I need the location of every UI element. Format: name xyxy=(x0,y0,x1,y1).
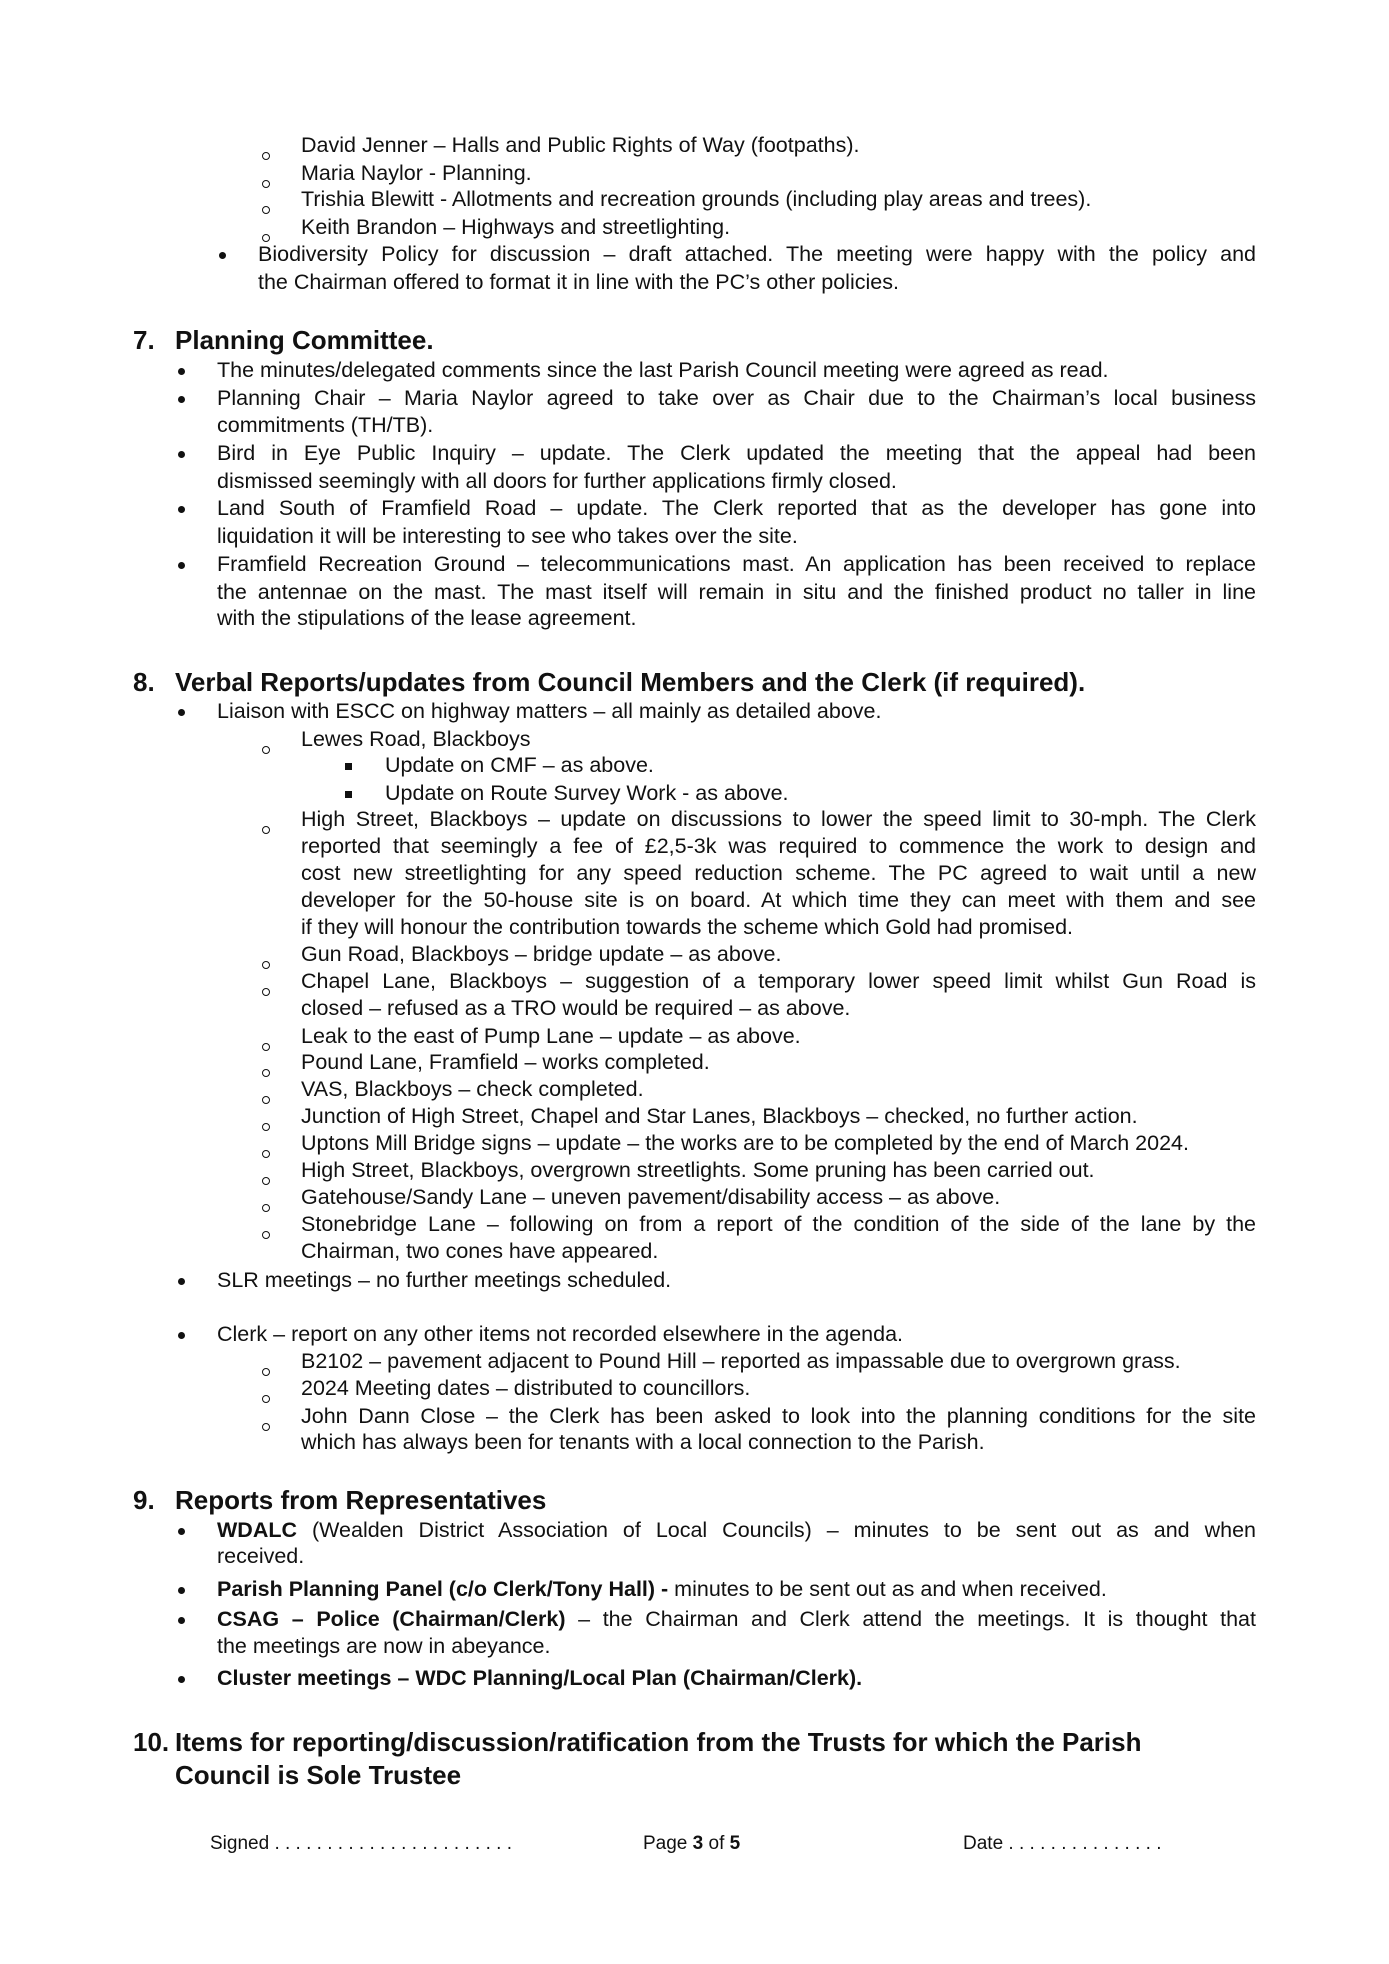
section-heading: Verbal Reports/updates from Council Members and the Clerk (if required). xyxy=(175,667,1086,697)
section-heading-continuation: Council is Sole Trustee xyxy=(175,1760,462,1790)
hollow-bullet-icon xyxy=(262,1368,270,1376)
org-name: WDALC xyxy=(217,1518,298,1542)
list-item: The minutes/delegated comments since the last Parish Council meeting were agreed as read. xyxy=(217,358,1109,382)
hollow-bullet-icon xyxy=(262,1204,270,1212)
list-item: Liaison with ESCC on highway matters – all mainly as detailed above. xyxy=(217,699,882,723)
list-item xyxy=(217,1665,862,1692)
list-item: Bird in Eye Public Inquiry – update. The Clerk updated the meeting that the appeal had been xyxy=(217,441,1256,465)
section-heading: Items for reporting/discussion/ratification from the Trusts for which the Parish xyxy=(175,1727,1142,1757)
list-item: Trishia Blewitt - Allotments and recreation grounds (including play areas and trees). xyxy=(301,187,1092,211)
list-item: Biodiversity Policy for discussion – draft attached. The meeting were happy with the policy and xyxy=(258,242,1256,266)
list-item-continuation: commitments (TH/TB). xyxy=(217,413,434,437)
list-item: 2024 Meeting dates – distributed to councillors. xyxy=(301,1376,751,1400)
hollow-bullet-icon xyxy=(262,1069,270,1077)
page-of-label: of xyxy=(703,1833,730,1854)
list-item xyxy=(217,1517,1256,1544)
list-item-continuation: liquidation it will be interesting to see who takes over the site. xyxy=(217,524,798,548)
hollow-bullet-icon xyxy=(262,988,270,996)
section-heading: Planning Committee. xyxy=(175,325,434,355)
bullet-icon xyxy=(178,396,185,403)
bullet-icon xyxy=(178,1617,185,1624)
bullet-icon xyxy=(178,506,185,513)
section-number: 9. xyxy=(133,1485,155,1515)
list-item: Gun Road, Blackboys – bridge update – as above. xyxy=(301,942,782,966)
hollow-bullet-icon xyxy=(262,961,270,969)
list-item: Land South of Framfield Road – update. The Clerk reported that as the developer has gone into xyxy=(217,496,1256,520)
list-item: Framfield Recreation Ground – telecommunications mast. An application has been received to replace xyxy=(217,552,1256,576)
list-item: Uptons Mill Bridge signs – update – the works are to be completed by the end of March 2024. xyxy=(301,1131,1189,1155)
bullet-icon xyxy=(178,1278,185,1285)
list-item xyxy=(217,1576,1107,1603)
signature-line: Signed . . . . . . . . . . . . . . . . . . . . . . . xyxy=(210,1833,512,1854)
list-item: Junction of High Street, Chapel and Star Lanes, Blackboys – checked, no further action. xyxy=(301,1104,1138,1128)
list-item-continuation: with the stipulations of the lease agreement. xyxy=(217,606,637,630)
square-bullet-icon xyxy=(345,791,352,798)
list-item-continuation: which has always been for tenants with a local connection to the Parish. xyxy=(301,1430,985,1454)
item-text: (Wealden District Association of Local Councils) – minutes to be sent out as and when xyxy=(297,1518,1256,1542)
hollow-bullet-icon xyxy=(262,1177,270,1185)
bullet-icon xyxy=(178,1332,185,1339)
list-item-continuation: reported that seemingly a fee of £2,5-3k was required to commence the work to design and xyxy=(301,834,1256,858)
page-label: Page xyxy=(643,1833,693,1854)
hollow-bullet-icon xyxy=(262,746,270,754)
hollow-bullet-icon xyxy=(262,1423,270,1431)
list-item-continuation: cost new streetlighting for any speed reduction scheme. The PC agreed to wait until a new xyxy=(301,861,1256,885)
section-number: 7. xyxy=(133,325,155,355)
list-item: SLR meetings – no further meetings scheduled. xyxy=(217,1268,672,1292)
item-text: – the Chairman and Clerk attend the meetings. It is thought that xyxy=(565,1607,1256,1631)
list-item: Pound Lane, Framfield – works completed. xyxy=(301,1050,710,1074)
date-line: Date . . . . . . . . . . . . . . . xyxy=(963,1833,1162,1854)
list-item: Maria Naylor - Planning. xyxy=(301,161,532,185)
list-item: Keith Brandon – Highways and streetlighting. xyxy=(301,215,731,239)
org-name: Cluster meetings – WDC Planning/Local Plan (Chairman/Clerk). xyxy=(217,1666,863,1690)
list-item-continuation: the meetings are now in abeyance. xyxy=(217,1634,551,1658)
list-item: Stonebridge Lane – following on from a report of the condition of the side of the lane by the xyxy=(301,1212,1256,1236)
bullet-icon xyxy=(178,451,185,458)
bullet-icon xyxy=(178,368,185,375)
hollow-bullet-icon xyxy=(262,180,270,188)
list-item: Gatehouse/Sandy Lane – uneven pavement/disability access – as above. xyxy=(301,1185,1001,1209)
list-item: Update on Route Survey Work - as above. xyxy=(385,781,789,805)
bullet-icon xyxy=(178,1528,185,1535)
bullet-icon xyxy=(178,562,185,569)
current-page: 3 xyxy=(692,1833,704,1854)
list-item: Leak to the east of Pump Lane – update – as above. xyxy=(301,1024,801,1048)
list-item-continuation: developer for the 50-house site is on board. At which time they can meet with them and see xyxy=(301,888,1256,912)
list-item: High Street, Blackboys, overgrown streetlights. Some pruning has been carried out. xyxy=(301,1158,1095,1182)
list-item: Lewes Road, Blackboys xyxy=(301,727,531,751)
list-item: John Dann Close – the Clerk has been asked to look into the planning conditions for the site xyxy=(301,1404,1256,1428)
bullet-icon xyxy=(219,252,226,259)
list-item-continuation: the antennae on the mast. The mast itself will remain in situ and the finished product no taller in line xyxy=(217,580,1256,604)
hollow-bullet-icon xyxy=(262,1123,270,1131)
list-item-continuation: the Chairman offered to format it in line with the PC’s other policies. xyxy=(258,270,899,294)
list-item: Chapel Lane, Blackboys – suggestion of a temporary lower speed limit whilst Gun Road is xyxy=(301,969,1256,993)
hollow-bullet-icon xyxy=(262,1043,270,1051)
list-item-continuation: Chairman, two cones have appeared. xyxy=(301,1239,659,1263)
list-item: Clerk – report on any other items not recorded elsewhere in the agenda. xyxy=(217,1322,904,1346)
list-item: Update on CMF – as above. xyxy=(385,753,654,777)
hollow-bullet-icon xyxy=(262,826,270,834)
item-text: minutes to be sent out as and when received. xyxy=(668,1577,1107,1601)
list-item-continuation: dismissed seemingly with all doors for further applications firmly closed. xyxy=(217,469,897,493)
list-item: VAS, Blackboys – check completed. xyxy=(301,1077,644,1101)
list-item-continuation: if they will honour the contribution towards the scheme which Gold had promised. xyxy=(301,915,1074,939)
bullet-icon xyxy=(178,1676,185,1683)
hollow-bullet-icon xyxy=(262,206,270,214)
list-item: Planning Chair – Maria Naylor agreed to take over as Chair due to the Chairman’s local business xyxy=(217,386,1256,410)
hollow-bullet-icon xyxy=(262,1231,270,1239)
list-item xyxy=(217,1606,1256,1633)
org-name: CSAG – Police (Chairman/Clerk) xyxy=(217,1607,566,1631)
total-pages: 5 xyxy=(729,1833,741,1854)
org-name: Parish Planning Panel (c/o Clerk/Tony Hall) - xyxy=(217,1577,669,1601)
section-heading: Reports from Representatives xyxy=(175,1485,547,1515)
bullet-icon xyxy=(178,1587,185,1594)
list-item: High Street, Blackboys – update on discussions to lower the speed limit to 30-mph. The Clerk xyxy=(301,807,1256,831)
section-number: 8. xyxy=(133,667,155,697)
list-item: David Jenner – Halls and Public Rights of Way (footpaths). xyxy=(301,133,860,157)
bullet-icon xyxy=(178,709,185,716)
section-number: 10. xyxy=(133,1727,170,1757)
list-item-continuation: closed – refused as a TRO would be required – as above. xyxy=(301,996,851,1020)
list-item: B2102 – pavement adjacent to Pound Hill – reported as impassable due to overgrown grass. xyxy=(301,1349,1181,1373)
hollow-bullet-icon xyxy=(262,152,270,160)
list-item-continuation: received. xyxy=(217,1544,305,1568)
square-bullet-icon xyxy=(345,763,352,770)
hollow-bullet-icon xyxy=(262,1096,270,1104)
hollow-bullet-icon xyxy=(262,1150,270,1158)
page-number xyxy=(643,1832,740,1856)
hollow-bullet-icon xyxy=(262,1395,270,1403)
